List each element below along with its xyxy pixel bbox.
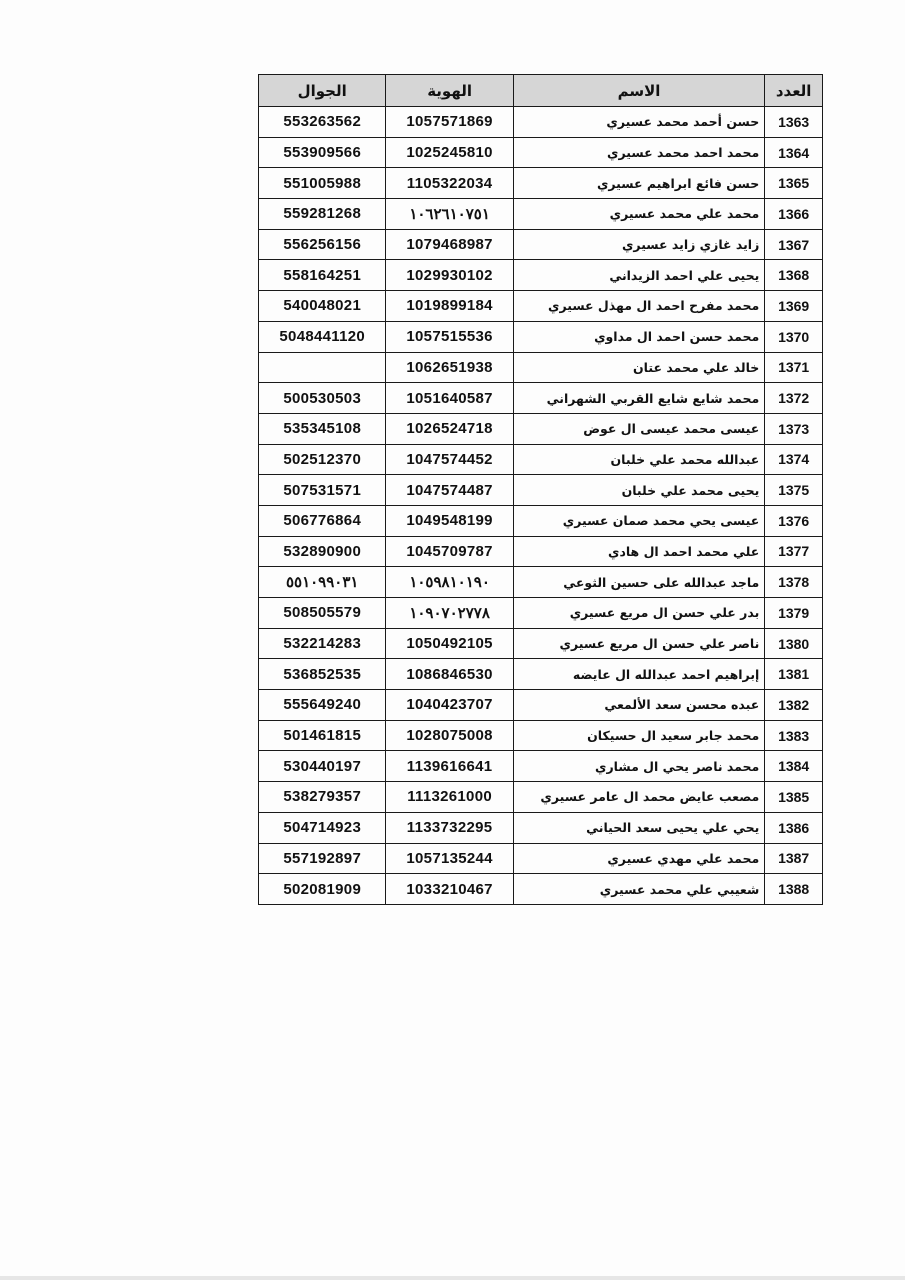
row-count: 1387	[765, 843, 823, 874]
row-name: يحيى علي احمد الزيداني	[513, 260, 765, 291]
table-row	[259, 321, 823, 352]
row-id: 1019899184	[386, 291, 513, 322]
row-phone: 502081909	[259, 874, 386, 905]
row-phone: 508505579	[259, 598, 386, 629]
row-count: 1380	[765, 628, 823, 659]
row-phone: ٥٥١٠٩٩٠٣١	[259, 567, 386, 598]
row-phone: 553909566	[259, 137, 386, 168]
row-id: 1040423707	[386, 690, 513, 721]
row-phone: 559281268	[259, 199, 386, 230]
table-row	[259, 229, 823, 260]
row-phone: 532214283	[259, 628, 386, 659]
table-row	[259, 291, 823, 322]
row-count: 1373	[765, 413, 823, 444]
row-count: 1379	[765, 598, 823, 629]
row-name: حسن أحمد محمد عسيري	[513, 107, 765, 138]
row-name: يحيى محمد علي خلبان	[513, 475, 765, 506]
row-name: يحي علي يحيى سعد الحياني	[513, 812, 765, 843]
row-phone: 556256156	[259, 229, 386, 260]
row-count: 1369	[765, 291, 823, 322]
header-phone: الجوال	[259, 75, 386, 107]
table-row	[259, 168, 823, 199]
row-count: 1378	[765, 567, 823, 598]
row-phone: 532890900	[259, 536, 386, 567]
row-count: 1371	[765, 352, 823, 383]
row-count: 1388	[765, 874, 823, 905]
row-id: 1079468987	[386, 229, 513, 260]
row-count: 1381	[765, 659, 823, 690]
row-name: محمد مفرح احمد ال مهذل عسيري	[513, 291, 765, 322]
row-name: ناصر علي حسن ال مريع عسيري	[513, 628, 765, 659]
table-row	[259, 690, 823, 721]
row-id: 1057135244	[386, 843, 513, 874]
table-row	[259, 598, 823, 629]
header-id: الهوية	[386, 75, 513, 107]
table-header	[259, 75, 823, 107]
row-phone: 536852535	[259, 659, 386, 690]
row-name: عيسى يحي محمد صمان عسيري	[513, 505, 765, 536]
row-count: 1365	[765, 168, 823, 199]
row-id: 1025245810	[386, 137, 513, 168]
row-id: 1062651938	[386, 352, 513, 383]
table-row	[259, 720, 823, 751]
row-id: 1029930102	[386, 260, 513, 291]
table-row	[259, 812, 823, 843]
table-row	[259, 659, 823, 690]
row-name: محمد ناصر يحي ال مشاري	[513, 751, 765, 782]
row-count: 1382	[765, 690, 823, 721]
header-count: العدد	[765, 75, 823, 107]
row-name: حسن فائع ابراهيم عسيري	[513, 168, 765, 199]
row-name: محمد حسن احمد ال مداوي	[513, 321, 765, 352]
header-row	[259, 75, 823, 107]
row-count: 1364	[765, 137, 823, 168]
row-id: 1049548199	[386, 505, 513, 536]
table-row	[259, 352, 823, 383]
row-id: 1133732295	[386, 812, 513, 843]
roster-table	[258, 74, 823, 905]
row-name: خالد علي محمد عتان	[513, 352, 765, 383]
table-row	[259, 782, 823, 813]
row-count: 1363	[765, 107, 823, 138]
row-count: 1377	[765, 536, 823, 567]
row-id: 1139616641	[386, 751, 513, 782]
row-phone: 501461815	[259, 720, 386, 751]
row-count: 1372	[765, 383, 823, 414]
scan-edge	[0, 1276, 905, 1280]
row-id: 1057515536	[386, 321, 513, 352]
row-count: 1366	[765, 199, 823, 230]
row-name: محمد شايع شايع القربي الشهراني	[513, 383, 765, 414]
row-phone: 557192897	[259, 843, 386, 874]
table-row	[259, 751, 823, 782]
row-phone: 507531571	[259, 475, 386, 506]
row-count: 1374	[765, 444, 823, 475]
table-row	[259, 383, 823, 414]
row-id: 1026524718	[386, 413, 513, 444]
row-id: 1051640587	[386, 383, 513, 414]
row-phone: 530440197	[259, 751, 386, 782]
row-name: عيسى محمد عيسى ال عوض	[513, 413, 765, 444]
table-body	[259, 107, 823, 905]
row-phone: 502512370	[259, 444, 386, 475]
row-count: 1375	[765, 475, 823, 506]
row-id: 1033210467	[386, 874, 513, 905]
row-name: محمد جابر سعيد ال حسيكان	[513, 720, 765, 751]
row-name: علي محمد احمد ال هادي	[513, 536, 765, 567]
row-name: ماجد عبدالله على حسين الثوعي	[513, 567, 765, 598]
row-name: عبدالله محمد علي خلبان	[513, 444, 765, 475]
row-id: ١٠٥٩٨١٠١٩٠	[386, 567, 513, 598]
row-phone: 540048021	[259, 291, 386, 322]
row-name: إبراهيم احمد عبدالله ال عايضه	[513, 659, 765, 690]
row-phone: 500530503	[259, 383, 386, 414]
row-count: 1384	[765, 751, 823, 782]
row-phone: 538279357	[259, 782, 386, 813]
table-row	[259, 260, 823, 291]
row-count: 1386	[765, 812, 823, 843]
table-row	[259, 874, 823, 905]
row-name: محمد علي مهدي عسيري	[513, 843, 765, 874]
row-phone: 555649240	[259, 690, 386, 721]
table-row	[259, 413, 823, 444]
table-row	[259, 137, 823, 168]
row-phone: 506776864	[259, 505, 386, 536]
row-name: محمد علي محمد عسيري	[513, 199, 765, 230]
row-phone: 5048441120	[259, 321, 386, 352]
row-id: 1047574452	[386, 444, 513, 475]
row-phone: 504714923	[259, 812, 386, 843]
table-row	[259, 107, 823, 138]
row-count: 1385	[765, 782, 823, 813]
table-row	[259, 628, 823, 659]
row-name: زايد غازي زايد عسيري	[513, 229, 765, 260]
row-phone: 535345108	[259, 413, 386, 444]
table-row	[259, 199, 823, 230]
row-count: 1368	[765, 260, 823, 291]
row-id: 1047574487	[386, 475, 513, 506]
row-id: 1050492105	[386, 628, 513, 659]
row-name: محمد احمد محمد عسيري	[513, 137, 765, 168]
row-name: شعيبي علي محمد عسيري	[513, 874, 765, 905]
row-name: بدر علي حسن ال مريع عسيري	[513, 598, 765, 629]
row-id: ١٠٦٢٦١٠٧٥١	[386, 199, 513, 230]
row-phone: 551005988	[259, 168, 386, 199]
row-count: 1376	[765, 505, 823, 536]
row-count: 1370	[765, 321, 823, 352]
table-row	[259, 843, 823, 874]
table-row	[259, 475, 823, 506]
row-id: ١٠٩٠٧٠٢٧٧٨	[386, 598, 513, 629]
row-phone: 558164251	[259, 260, 386, 291]
table-row	[259, 536, 823, 567]
row-id: 1113261000	[386, 782, 513, 813]
row-name: عبده محسن سعد الألمعي	[513, 690, 765, 721]
row-count: 1383	[765, 720, 823, 751]
row-id: 1028075008	[386, 720, 513, 751]
table-row	[259, 444, 823, 475]
row-phone	[259, 352, 386, 383]
header-name: الاسم	[513, 75, 765, 107]
row-name: مصعب عايض محمد ال عامر عسيري	[513, 782, 765, 813]
table-row	[259, 567, 823, 598]
row-id: 1105322034	[386, 168, 513, 199]
row-id: 1045709787	[386, 536, 513, 567]
row-id: 1086846530	[386, 659, 513, 690]
row-phone: 553263562	[259, 107, 386, 138]
row-id: 1057571869	[386, 107, 513, 138]
row-count: 1367	[765, 229, 823, 260]
table-row	[259, 505, 823, 536]
